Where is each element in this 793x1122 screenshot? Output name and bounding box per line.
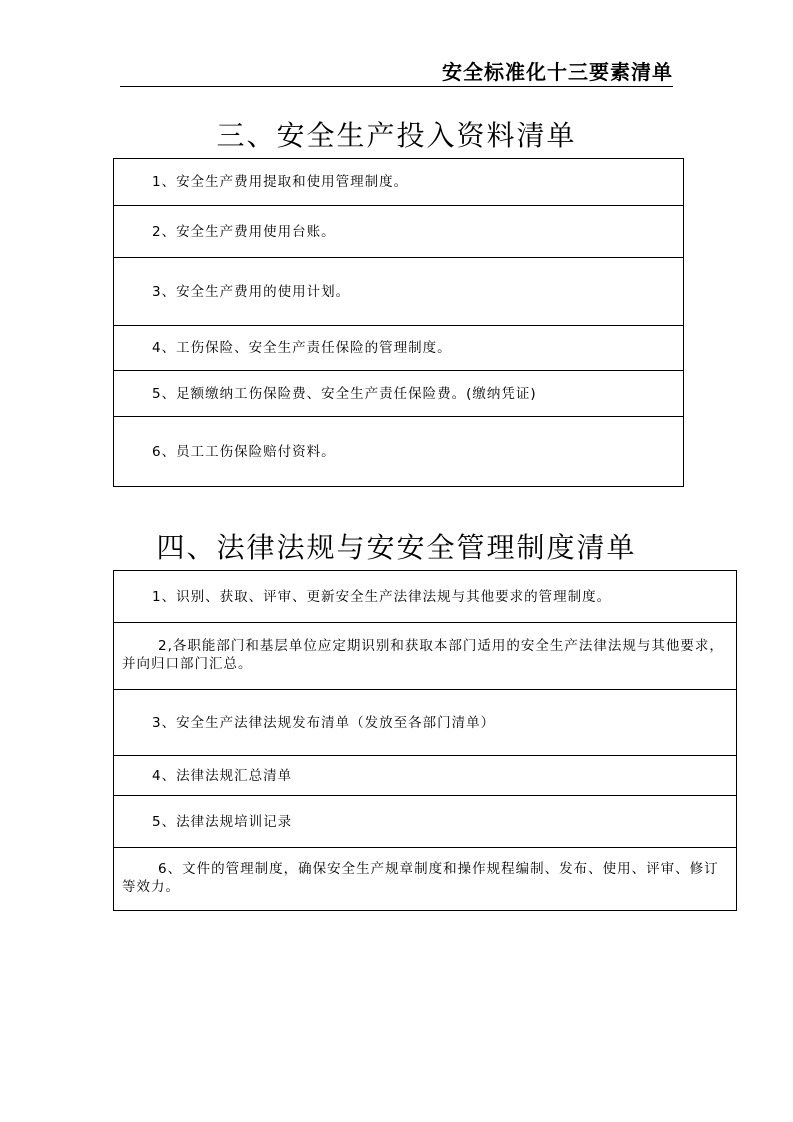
- table-cell: [114, 417, 684, 487]
- table-cell: [114, 371, 684, 417]
- list-item: 4、法律法规汇总清单: [152, 767, 293, 784]
- table-cell: [114, 848, 737, 911]
- section-4-table: [113, 570, 737, 911]
- list-item: 6、员工工伤保险赔付资料。: [152, 443, 336, 460]
- table-cell: [114, 326, 684, 371]
- table-cell: [114, 623, 737, 690]
- list-item: 2、安全生产费用使用台账。: [152, 223, 336, 240]
- table-cell: [114, 756, 737, 796]
- list-item: 1、识别、获取、评审、更新安全生产法律法规与其他要求的管理制度。: [152, 588, 612, 605]
- table-cell: [114, 258, 684, 326]
- table-cell: [114, 206, 684, 258]
- list-item: 5、足额缴纳工伤保险费、安全生产责任保险费。(缴纳凭证): [152, 385, 537, 402]
- table-cell: [114, 159, 684, 206]
- header-rule: [120, 86, 673, 87]
- list-item: 6、文件的管理制度，确保安全生产规章制度和操作规程编制、发布、使用、评审、修订等效力。: [122, 861, 719, 895]
- list-item: 3、安全生产法律法规发布清单（发放至各部门清单）: [152, 714, 496, 731]
- section-4-title: 四、法律法规与安安全管理制度清单: [156, 531, 637, 564]
- list-item: 4、工伤保险、安全生产责任保险的管理制度。: [152, 340, 452, 356]
- list-item: 3、安全生产费用的使用计划。: [152, 283, 351, 300]
- table-cell: [114, 796, 737, 848]
- list-item: 2,各职能部门和基层单位应定期识别和获取本部门适用的安全生产法律法规与其他要求，并向归口部门汇总。: [122, 638, 724, 672]
- list-item: 5、法律法规培训记录: [152, 813, 293, 830]
- section-3-title: 三、安全生产投入资料清单: [216, 119, 577, 152]
- section-3-table: [113, 158, 684, 487]
- document-header-title: 安全标准化十三要素清单: [442, 60, 673, 84]
- table-cell: [114, 690, 737, 756]
- list-item: 1、安全生产费用提取和使用管理制度。: [152, 174, 409, 190]
- table-cell: [114, 571, 737, 623]
